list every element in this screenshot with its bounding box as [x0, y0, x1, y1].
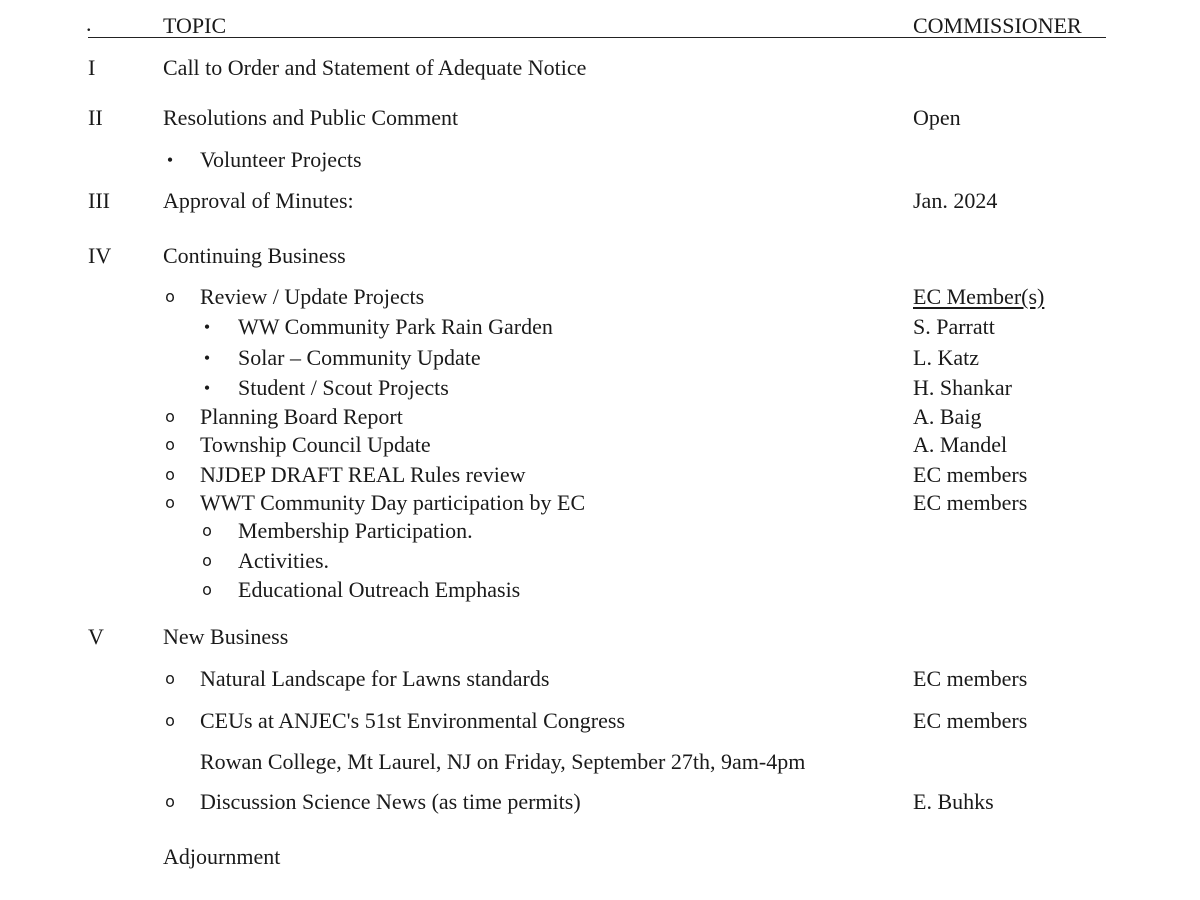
section-title: Continuing Business [163, 243, 346, 268]
subitem-label: Educational Outreach Emphasis [238, 577, 521, 602]
agenda-subrow [0, 430, 1200, 460]
agenda-row-3 [0, 186, 1200, 216]
agenda-row-4 [0, 241, 1200, 271]
subitem-label: WW Community Park Rain Garden [238, 314, 553, 339]
agenda-subrow [0, 575, 1200, 605]
bullet-marker: • [203, 348, 211, 368]
congress-note: Rowan College, Mt Laurel, NJ on Friday, September 27th, 9am-4pm [200, 749, 806, 774]
agenda-subrow [0, 516, 1200, 546]
agenda-subrow [0, 488, 1200, 518]
bullet-marker: • [166, 150, 174, 170]
bullet-marker: • [203, 378, 211, 398]
subitem-label: Membership Participation. [238, 518, 473, 543]
section-title: Approval of Minutes: [163, 188, 354, 213]
circle-marker: o [165, 792, 175, 811]
circle-marker: o [202, 580, 212, 599]
circle-marker: o [165, 669, 175, 688]
adjournment-label: Adjournment [163, 844, 281, 869]
agenda-subrow [0, 312, 1200, 342]
agenda-subrow [0, 787, 1200, 817]
agenda-subrow [0, 747, 1200, 777]
agenda-subrow [0, 460, 1200, 490]
commissioner-cell: S. Parratt [913, 314, 995, 339]
agenda-row-1 [0, 53, 1200, 83]
section-title: New Business [163, 624, 289, 649]
commissioner-cell: EC members [913, 708, 1028, 733]
agenda-subrow [0, 282, 1200, 312]
circle-marker: o [165, 711, 175, 730]
subitem-label: Review / Update Projects [200, 284, 425, 309]
section-numeral: IV [88, 243, 112, 268]
subitem-label: WWT Community Day participation by EC [200, 490, 586, 515]
bullet-marker: • [203, 317, 211, 337]
commissioner-cell: E. Buhks [913, 789, 994, 814]
agenda-subrow [0, 145, 1200, 175]
header-topic: TOPIC [163, 13, 227, 38]
section-numeral: II [88, 105, 103, 130]
agenda-subrow [0, 402, 1200, 432]
agenda-subrow [0, 546, 1200, 576]
subitem-label: Activities. [238, 548, 330, 573]
circle-marker: o [202, 521, 212, 540]
agenda-row-2 [0, 103, 1200, 133]
circle-marker: o [202, 551, 212, 570]
subitem-label: Student / Scout Projects [238, 375, 449, 400]
section-title: Call to Order and Statement of Adequate Notice [163, 55, 587, 80]
circle-marker: o [165, 493, 175, 512]
subitem-label: Volunteer Projects [200, 147, 362, 172]
commissioner-cell: H. Shankar [913, 375, 1012, 400]
header-commissioner: COMMISSIONER [913, 13, 1082, 38]
commissioner-cell: EC Member(s) [913, 284, 1045, 309]
circle-marker: o [165, 287, 175, 306]
subitem-label: Natural Landscape for Lawns standards [200, 666, 550, 691]
subitem-label: Planning Board Report [200, 404, 403, 429]
commissioner-cell: EC members [913, 666, 1028, 691]
commissioner-cell: L. Katz [913, 345, 979, 370]
header-dot: . [86, 11, 92, 36]
agenda-subrow [0, 664, 1200, 694]
commissioner-cell: A. Mandel [913, 432, 1008, 457]
section-numeral: V [88, 624, 104, 649]
commissioner-cell: Jan. 2024 [913, 188, 998, 213]
subitem-label: Township Council Update [200, 432, 431, 457]
header-rule [88, 37, 1106, 38]
subitem-label: NJDEP DRAFT REAL Rules review [200, 462, 526, 487]
subitem-label: CEUs at ANJEC's 51st Environmental Congress [200, 708, 626, 733]
agenda-subrow [0, 706, 1200, 736]
agenda-row-5 [0, 622, 1200, 652]
section-title: Resolutions and Public Comment [163, 105, 459, 130]
circle-marker: o [165, 435, 175, 454]
section-numeral: III [88, 188, 110, 213]
commissioner-cell: Open [913, 105, 961, 130]
circle-marker: o [165, 407, 175, 426]
circle-marker: o [165, 465, 175, 484]
agenda-subrow [0, 343, 1200, 373]
agenda-subrow [0, 373, 1200, 403]
section-numeral: I [88, 55, 96, 80]
commissioner-cell: EC members [913, 490, 1028, 515]
subitem-label: Discussion Science News (as time permits) [200, 789, 581, 814]
subitem-label: Solar – Community Update [238, 345, 481, 370]
commissioner-cell: A. Baig [913, 404, 982, 429]
agenda-row-adjournment [0, 842, 1200, 872]
commissioner-cell: EC members [913, 462, 1028, 487]
